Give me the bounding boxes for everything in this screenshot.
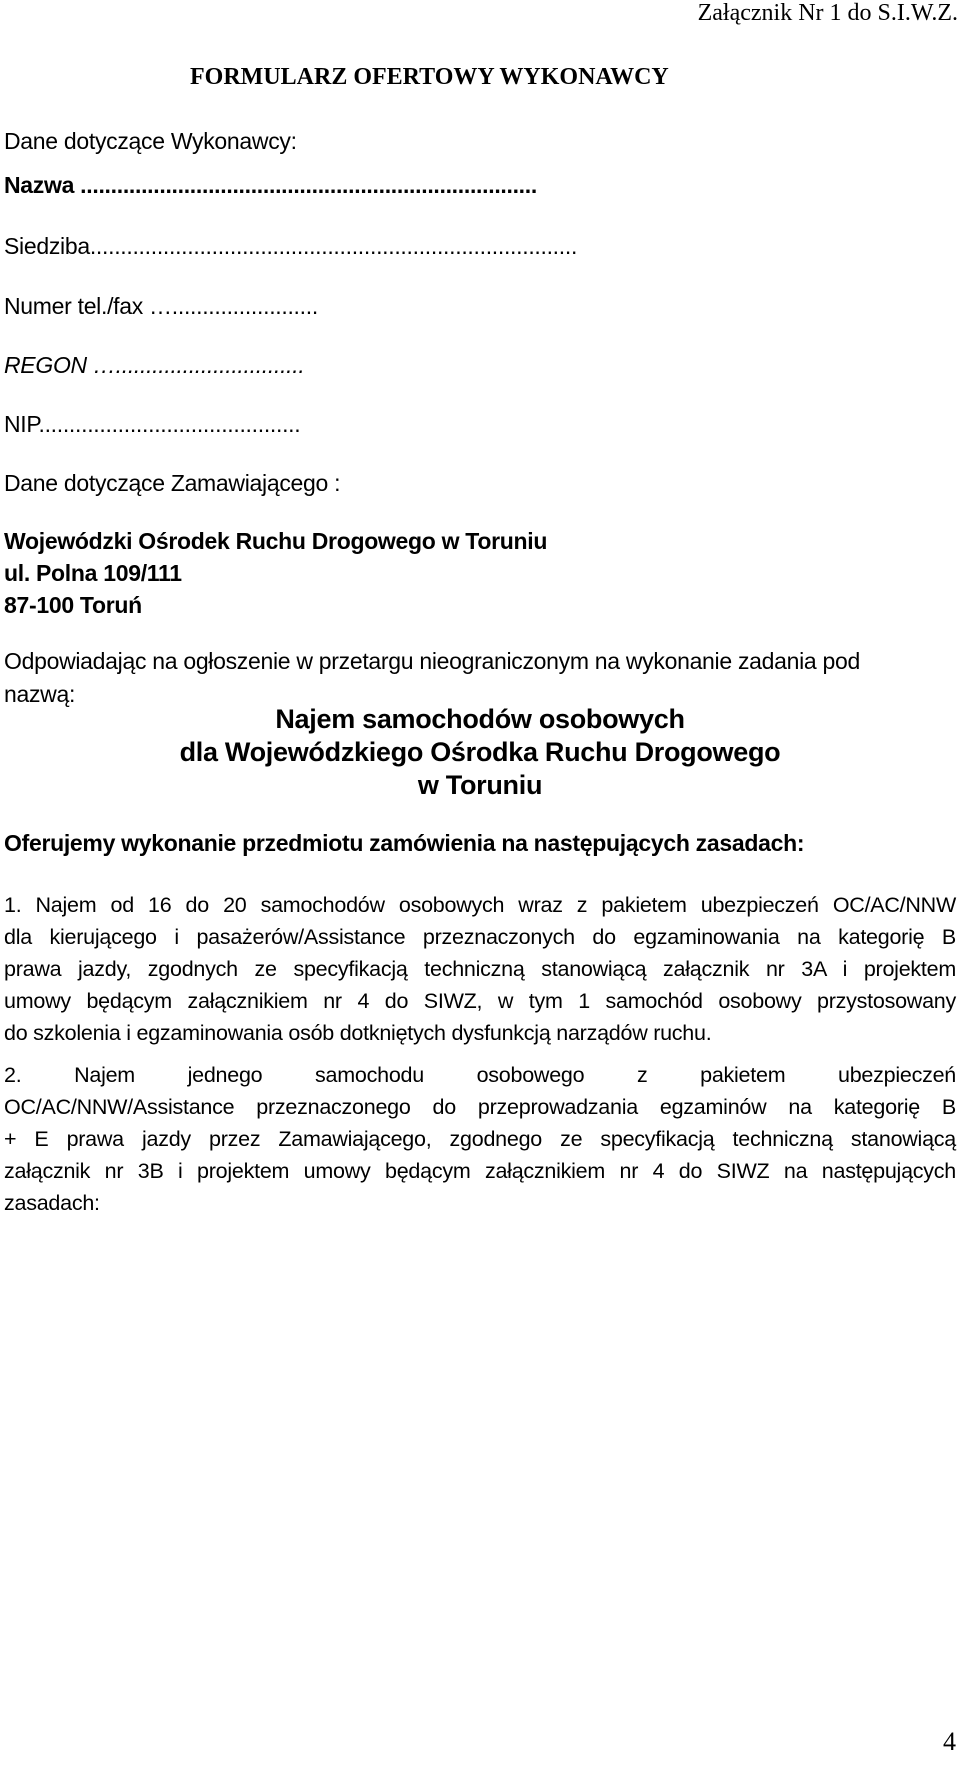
item-2-line-5: zasadach: bbox=[4, 1191, 100, 1215]
item-1-line-2: dla kierującego i pasażerów/Assistance przeznaczonych do egzaminowania na kategorię B bbox=[4, 925, 956, 949]
form-title: FORMULARZ OFERTOWY WYKONAWCY bbox=[190, 64, 669, 90]
phone-dots: …........................ bbox=[142, 293, 318, 319]
regon-label: REGON bbox=[4, 352, 87, 378]
seat-label: Siedziba bbox=[4, 233, 90, 259]
contractor-regon-line bbox=[4, 352, 304, 379]
subject-line-3: w Toruniu bbox=[417, 770, 543, 800]
page-number: 4 bbox=[943, 1727, 956, 1756]
regon-dots: …............................... bbox=[86, 352, 305, 378]
ordering-party-city: 87-100 Toruń bbox=[4, 592, 142, 618]
intro-line-1: Odpowiadając na ogłoszenie w przetargu nieograniczonym na wykonanie zadania pod bbox=[4, 648, 860, 674]
offer-heading: Oferujemy wykonanie przedmiotu zamówienia na następujących zasadach: bbox=[4, 830, 805, 856]
item-2-line-1: 2. Najem jednego samochodu osobowego z pakietem ubezpieczeń bbox=[4, 1063, 956, 1087]
contractor-phone-line bbox=[4, 293, 318, 320]
subject-line-2: dla Wojewódzkiego Ośrodka Ruchu Drogowego bbox=[179, 737, 781, 767]
item-1-line-5: do szkolenia i egzaminowania osób dotkniętych dysfunkcją narządów ruchu. bbox=[4, 1021, 712, 1045]
item-1 bbox=[4, 889, 956, 1049]
nip-dots: ........................................... bbox=[38, 411, 301, 437]
name-label: Nazwa bbox=[4, 172, 75, 198]
annex-label: Załącznik Nr 1 do S.I.W.Z. bbox=[697, 0, 958, 26]
item-2-line-3: + E prawa jazdy przez Zamawiającego, zgodnego ze specyfikacją techniczną stanowiącą bbox=[4, 1127, 956, 1151]
contractor-nip-line bbox=[4, 411, 300, 438]
ordering-party-name: Wojewódzki Ośrodek Ruchu Drogowego w Toruniu bbox=[4, 528, 548, 554]
intro-line-2: nazwą: bbox=[4, 681, 76, 707]
item-2-line-4: załącznik nr 3B i projektem umowy będącym załącznikiem nr 4 do SIWZ na następujących bbox=[4, 1159, 956, 1183]
item-1-line-4: umowy będącym załącznikiem nr 4 do SIWZ, w tym 1 samochód osobowy przystosowany bbox=[4, 989, 956, 1013]
phone-label: Numer tel./fax bbox=[4, 293, 143, 319]
item-1-line-1: 1. Najem od 16 do 20 samochodów osobowych wraz z pakietem ubezpieczeń OC/AC/NNW bbox=[4, 893, 956, 917]
item-2 bbox=[4, 1059, 956, 1219]
subject-line-1: Najem samochodów osobowych bbox=[275, 704, 685, 734]
name-dots: ........................................................................... bbox=[74, 172, 537, 198]
ordering-party-street: ul. Polna 109/111 bbox=[4, 560, 182, 586]
nip-label: NIP bbox=[4, 411, 39, 437]
ordering-party-heading: Dane dotyczące Zamawiającego : bbox=[4, 470, 341, 496]
item-2-line-2: OC/AC/NNW/Assistance przeznaczonego do przeprowadzania egzaminów na kategorię B bbox=[4, 1095, 956, 1119]
seat-dots: ................................................................................ bbox=[89, 233, 578, 259]
item-1-line-3: prawa jazdy, zgodnych ze specyfikacją techniczną stanowiącą załącznik nr 3A i projektem bbox=[4, 957, 956, 981]
contractor-seat-line bbox=[4, 233, 577, 260]
contractor-name-line bbox=[4, 172, 537, 199]
contractor-heading: Dane dotyczące Wykonawcy: bbox=[4, 128, 297, 154]
